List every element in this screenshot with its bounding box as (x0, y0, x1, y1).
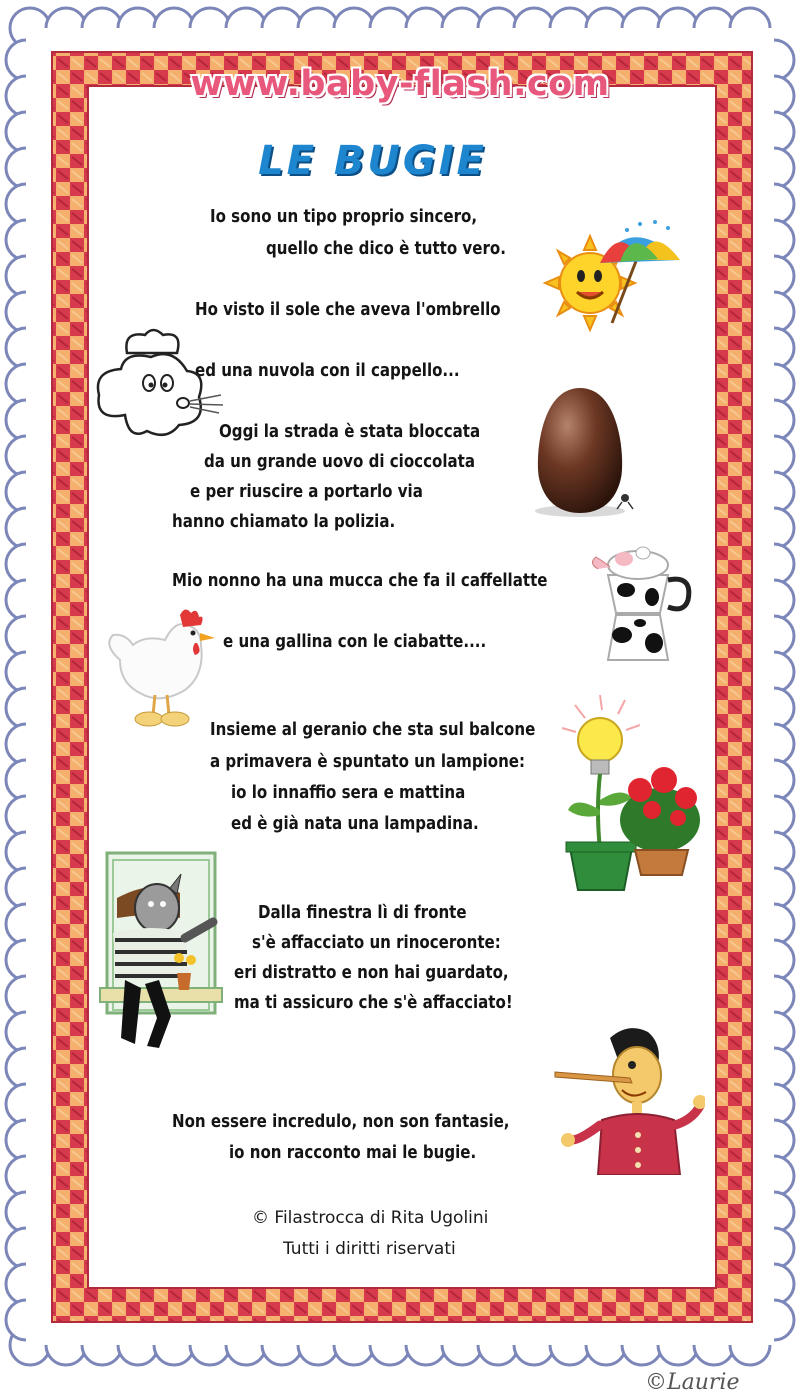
cow-moka-pot-icon (588, 535, 703, 670)
poem-line: a primavera è spuntato un lampione: (210, 752, 526, 772)
lightbulb-geranium-icon (560, 690, 705, 895)
poem-line: s'è affacciato un rinoceronte: (252, 933, 501, 953)
pinocchio-icon (550, 1020, 705, 1175)
cloud-chef-icon (95, 325, 225, 445)
rights-reserved: Tutti i diritti riservati (283, 1239, 456, 1259)
poem-line: Insieme al geranio che sta sul balcone (210, 720, 536, 740)
poem-line: hanno chiamato la polizia. (172, 512, 396, 532)
sun-umbrella-icon (540, 218, 685, 343)
poem-line: Mio nonno ha una mucca che fa il caffellatte (172, 571, 548, 591)
poem-line: ed una nuvola con il cappello... (195, 361, 460, 381)
website-url[interactable]: www.baby-flash.com (190, 64, 610, 104)
illustrator-signature: ©Laurie (645, 1370, 740, 1395)
poem-line: ma ti assicuro che s'è affacciato! (234, 993, 513, 1013)
copyright-credit: © Filastrocca di Rita Ugolini (252, 1208, 489, 1228)
poem-line: Non essere incredulo, non son fantasie, (172, 1112, 510, 1132)
poem-line: e per riuscire a portarlo via (190, 482, 423, 502)
poem-line: e una gallina con le ciabatte.... (223, 632, 487, 652)
poem-line: Oggi la strada è stata bloccata (219, 422, 481, 442)
poem-line: eri distratto e non hai guardato, (234, 963, 509, 983)
rhino-window-icon (95, 848, 230, 1058)
hen-slippers-icon (105, 605, 220, 730)
poem-line: Io sono un tipo proprio sincero, (210, 207, 478, 227)
poem-line: da un grande uovo di cioccolata (204, 452, 476, 472)
poem-title: LE BUGIE (258, 138, 487, 184)
poem-line: ed è già nata una lampadina. (231, 814, 479, 834)
poem-line: Ho visto il sole che aveva l'ombrello (195, 300, 501, 320)
poem-line: quello che dico è tutto vero. (266, 239, 506, 259)
chocolate-egg-icon (525, 383, 640, 518)
poem-line: Dalla finestra lì di fronte (258, 903, 467, 923)
poem-line: io lo innaffio sera e mattina (231, 783, 466, 803)
poem-line: io non racconto mai le bugie. (229, 1143, 477, 1163)
